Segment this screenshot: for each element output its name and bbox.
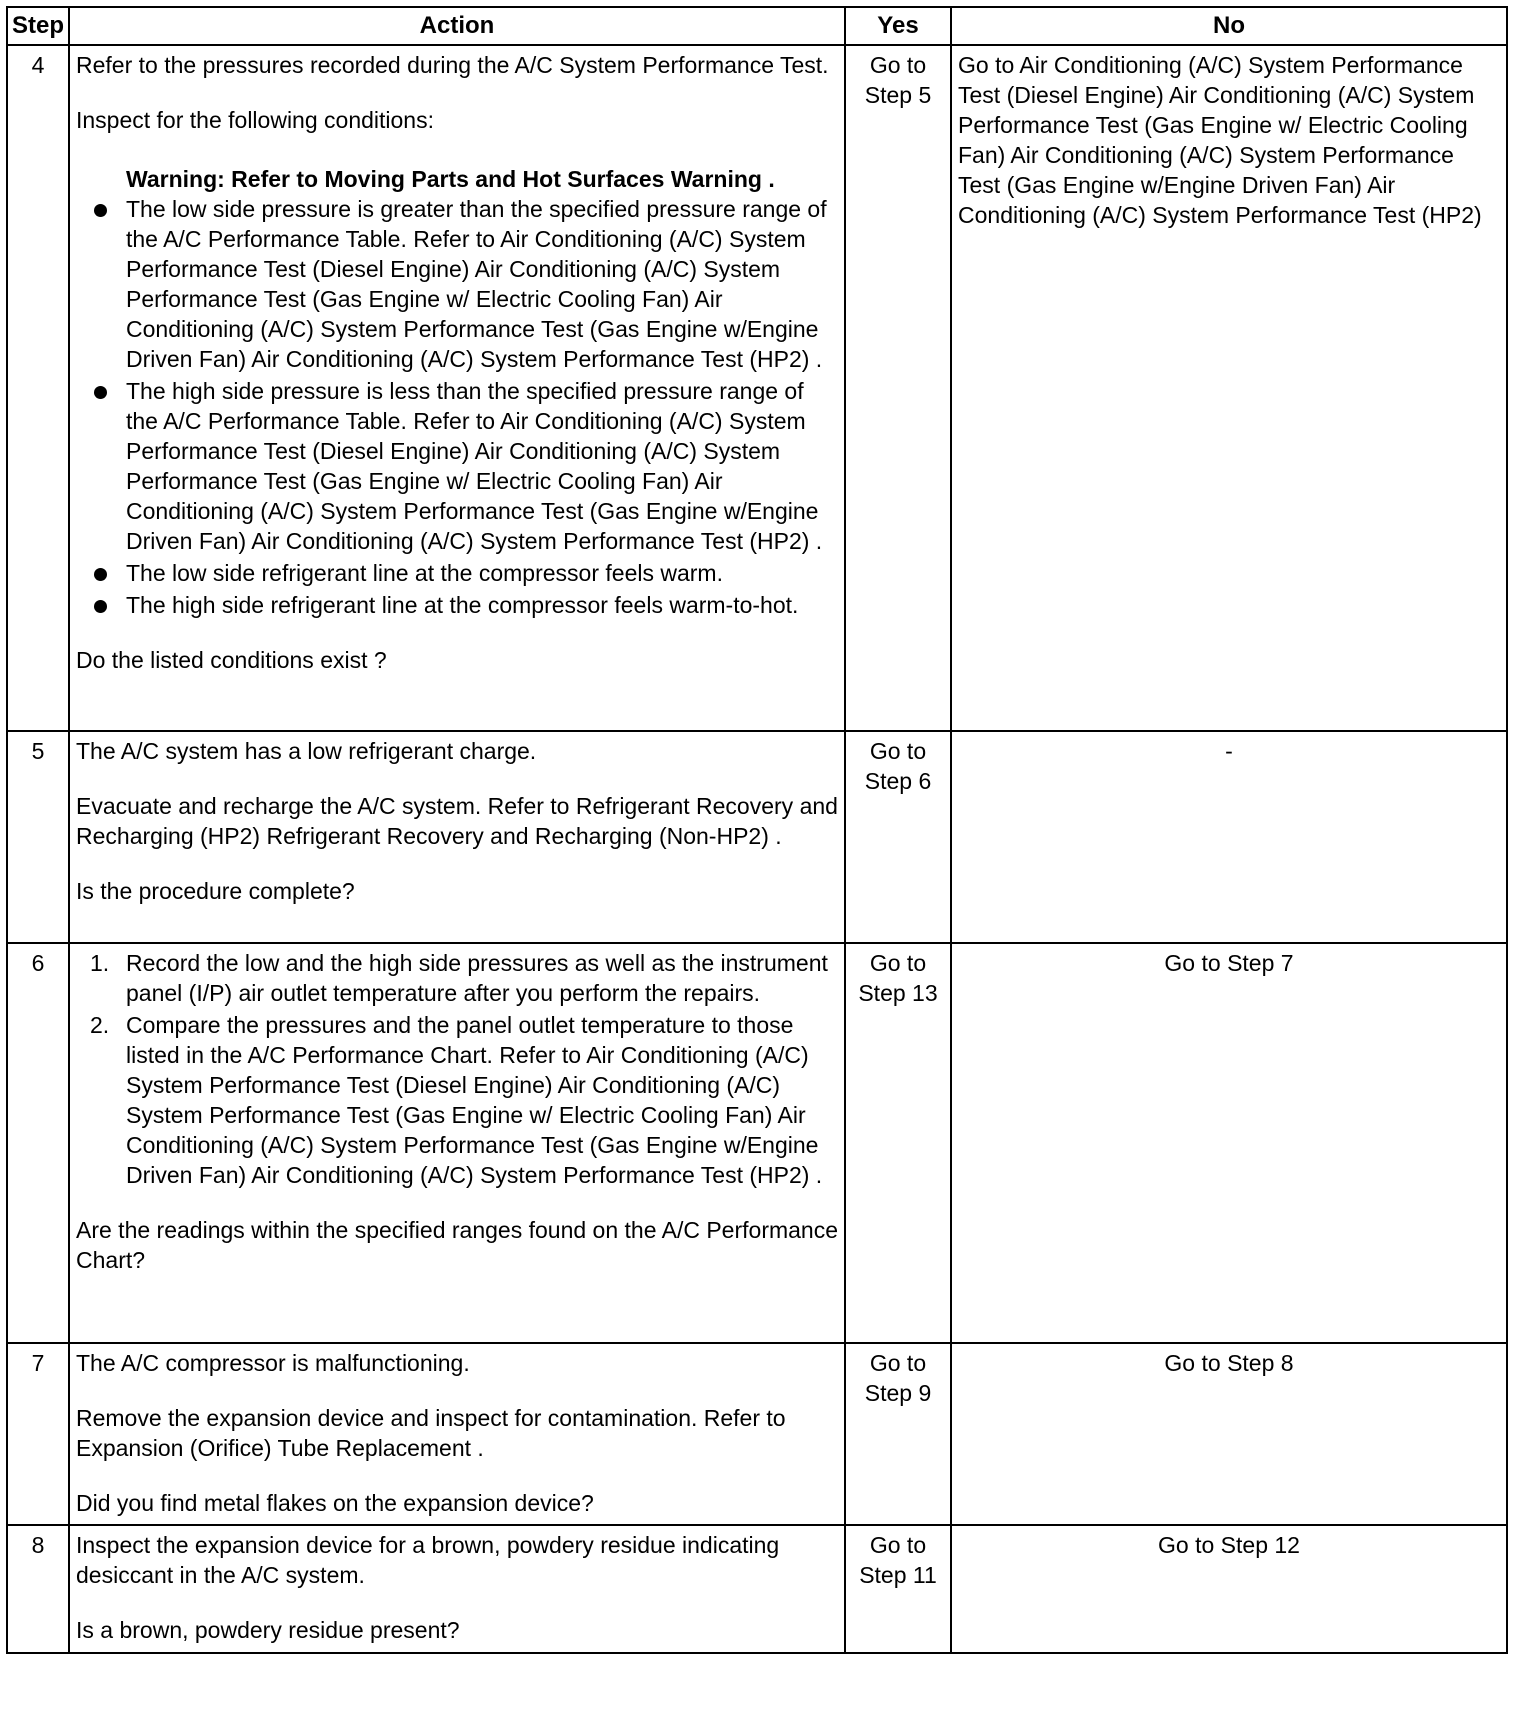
table-row: [7, 731, 1507, 943]
action-body: Evacuate and recharge the A/C system. Refer to Refrigerant Recovery and Recharging (HP2) Refrigerant Recovery and Recharging (Non-HP2) .: [76, 793, 838, 849]
condition-list: [76, 194, 838, 620]
bullet-icon: [94, 568, 107, 581]
bullet-icon: [94, 204, 107, 217]
action-question: Is a brown, powdery residue present?: [76, 1617, 460, 1643]
action-question: Are the readings within the specified ranges found on the A/C Performance Chart?: [76, 1217, 839, 1273]
no-link[interactable]: Go to Air Conditioning (A/C) System Performance Test (Diesel Engine) Air Conditioning (A/C) System Performance Test (Gas Engine w/ Electric Cooling Fan) Air Conditioning (A/C) System Performance Test (Gas Engine w/Engine Driven Fan) Air Conditioning (A/C) System Performance Test (HP2): [951, 45, 1507, 731]
step-number: 5: [7, 731, 69, 943]
no-link[interactable]: Go to Step 7: [951, 943, 1507, 1343]
header-yes: Yes: [845, 7, 951, 45]
list-item-text: Record the low and the high side pressures as well as the instrument panel (I/P) air outlet temperature after you perform the repairs.: [126, 950, 828, 1006]
warning-text: Warning: Refer to Moving Parts and Hot Surfaces Warning .: [126, 166, 775, 192]
no-link[interactable]: Go to Step 8: [951, 1343, 1507, 1525]
action-cell: [69, 943, 845, 1343]
yes-link[interactable]: Go to Step 9: [845, 1343, 951, 1525]
list-item: [76, 376, 838, 556]
action-intro: The A/C compressor is malfunctioning.: [76, 1350, 470, 1376]
action-question: Do the listed conditions exist ?: [76, 647, 387, 673]
table-row: [7, 45, 1507, 731]
list-item-text: Compare the pressures and the panel outlet temperature to those listed in the A/C Performance Chart. Refer to Air Conditioning (A/C) System Performance Test (Diesel Engine) Air Conditioning (A/C) System Performance Test (Gas Engine w/ Electric Cooling Fan) Air Conditioning (A/C) System Performance Test (Gas Engine w/Engine Driven Fan) Air Conditioning (A/C) System Performance Test (HP2) .: [126, 1012, 823, 1188]
action-body: Remove the expansion device and inspect for contamination. Refer to Expansion (Orifice) Tube Replacement .: [76, 1405, 786, 1461]
header-step: Step: [7, 7, 69, 45]
list-item-number: 2.: [90, 1012, 110, 1038]
action-cell: [69, 45, 845, 731]
yes-link[interactable]: Go to Step 11: [845, 1525, 951, 1653]
list-item: [76, 590, 838, 620]
step-number: 4: [7, 45, 69, 731]
list-item: [76, 558, 838, 588]
action-cell: [69, 1525, 845, 1653]
action-intro: Refer to the pressures recorded during the A/C System Performance Test.: [76, 52, 829, 78]
action-cell: [69, 1343, 845, 1525]
diagnostic-table: [6, 6, 1508, 1654]
header-action: Action: [69, 7, 845, 45]
action-intro: The A/C system has a low refrigerant charge.: [76, 738, 537, 764]
yes-link[interactable]: Go to Step 6: [845, 731, 951, 943]
yes-link[interactable]: Go to Step 5: [845, 45, 951, 731]
diagnostic-table-wrapper: [6, 6, 1508, 1654]
list-item-text: The high side pressure is less than the specified pressure range of the A/C Performance Table. Refer to Air Conditioning (A/C) System Performance Test (Diesel Engine) Air Conditioning (A/C) System Performance Test (Gas Engine w/ Electric Cooling Fan) Air Conditioning (A/C) System Performance Test (Gas Engine w/Engine Driven Fan) Air Conditioning (A/C) System Performance Test (HP2) .: [126, 378, 823, 554]
no-link[interactable]: Go to Step 12: [951, 1525, 1507, 1653]
table-row: [7, 943, 1507, 1343]
table-row: [7, 1525, 1507, 1653]
header-no: No: [951, 7, 1507, 45]
header-row: [7, 7, 1507, 45]
list-item: [76, 948, 838, 1008]
list-item-text: The low side pressure is greater than the specified pressure range of the A/C Performance Table. Refer to Air Conditioning (A/C) System Performance Test (Diesel Engine) Air Conditioning (A/C) System Performance Test (Gas Engine w/ Electric Cooling Fan) Air Conditioning (A/C) System Performance Test (Gas Engine w/Engine Driven Fan) Air Conditioning (A/C) System Performance Test (HP2) .: [126, 196, 827, 372]
action-cell: [69, 731, 845, 943]
step-number: 7: [7, 1343, 69, 1525]
list-item-text: The high side refrigerant line at the compressor feels warm-to-hot.: [126, 592, 799, 618]
step-number: 8: [7, 1525, 69, 1653]
action-question: Did you find metal flakes on the expansion device?: [76, 1490, 594, 1516]
list-item-text: The low side refrigerant line at the compressor feels warm.: [126, 560, 723, 586]
no-value: -: [951, 731, 1507, 943]
action-intro: Inspect the expansion device for a brown, powdery residue indicating desiccant in the A/C system.: [76, 1532, 780, 1588]
list-item: [76, 1010, 838, 1190]
step-number: 6: [7, 943, 69, 1343]
list-item-number: 1.: [90, 950, 110, 976]
procedure-list: [76, 948, 838, 1190]
yes-link[interactable]: Go to Step 13: [845, 943, 951, 1343]
bullet-icon: [94, 386, 107, 399]
bullet-icon: [94, 600, 107, 613]
action-question: Is the procedure complete?: [76, 878, 355, 904]
list-item: [76, 194, 838, 374]
table-row: [7, 1343, 1507, 1525]
action-inspect: Inspect for the following conditions:: [76, 107, 434, 133]
